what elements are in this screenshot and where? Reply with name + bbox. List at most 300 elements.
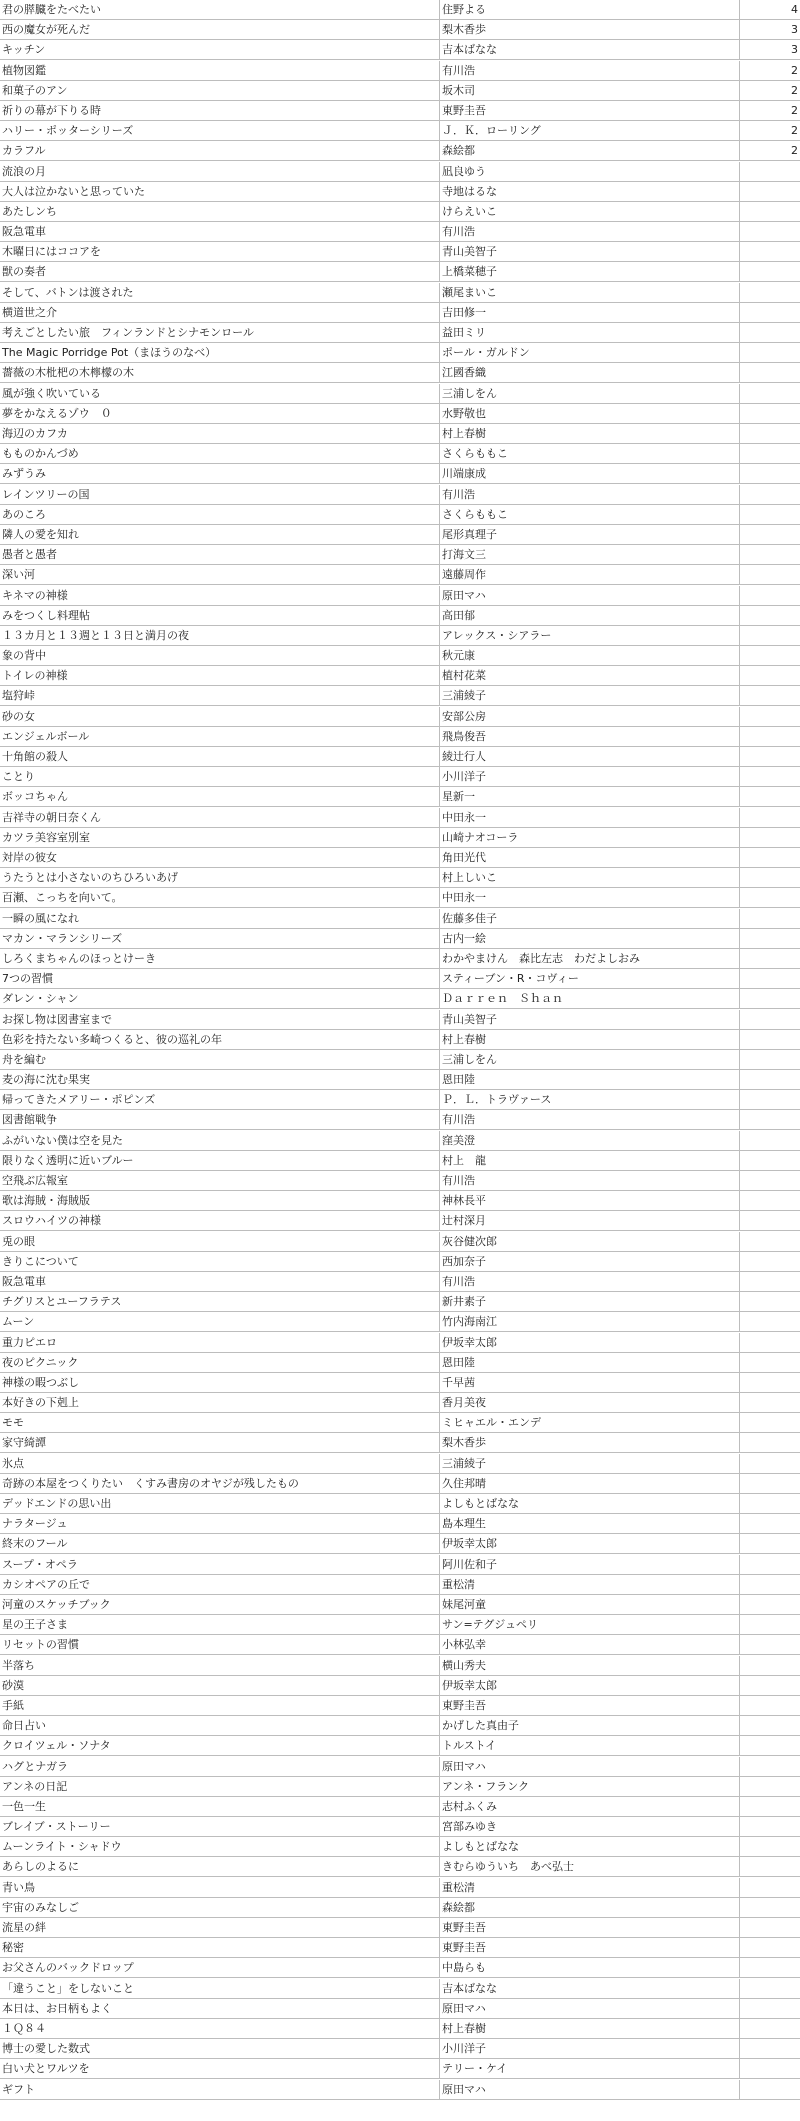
count-cell[interactable] (740, 1918, 800, 1938)
book-title-cell[interactable]: 半落ち (0, 1656, 440, 1676)
count-cell[interactable]: 2 (740, 61, 800, 81)
count-cell[interactable] (740, 2039, 800, 2059)
count-cell[interactable] (740, 1676, 800, 1696)
count-cell[interactable] (740, 969, 800, 989)
count-cell[interactable] (740, 283, 800, 303)
book-title-cell[interactable]: 星の王子さま (0, 1615, 440, 1635)
book-title-cell[interactable]: 氷点 (0, 1454, 440, 1474)
author-cell[interactable]: 千早茜 (440, 1373, 740, 1393)
count-cell[interactable] (740, 262, 800, 282)
book-title-cell[interactable]: 博士の愛した数式 (0, 2039, 440, 2059)
book-title-cell[interactable]: きりこについて (0, 1252, 440, 1272)
count-cell[interactable] (740, 1757, 800, 1777)
book-title-cell[interactable]: 祈りの幕が下りる時 (0, 101, 440, 121)
book-title-cell[interactable]: 白い犬とワルツを (0, 2059, 440, 2079)
author-cell[interactable]: 村上しいこ (440, 868, 740, 888)
book-title-cell[interactable]: 終末のフール (0, 1534, 440, 1554)
book-title-cell[interactable]: スロウハイツの神様 (0, 1211, 440, 1231)
count-cell[interactable] (740, 2019, 800, 2039)
author-cell[interactable]: 阿川佐和子 (440, 1555, 740, 1575)
count-cell[interactable] (740, 1030, 800, 1050)
count-cell[interactable] (740, 1010, 800, 1030)
author-cell[interactable]: 青山美智子 (440, 1010, 740, 1030)
count-cell[interactable] (740, 162, 800, 182)
book-title-cell[interactable]: リセットの習慣 (0, 1635, 440, 1655)
book-title-cell[interactable]: １３カ月と１３週と１３日と満月の夜 (0, 626, 440, 646)
book-title-cell[interactable]: みをつくし料理帖 (0, 606, 440, 626)
count-cell[interactable] (740, 343, 800, 363)
count-cell[interactable]: 2 (740, 101, 800, 121)
author-cell[interactable]: ポール・ガルドン (440, 343, 740, 363)
book-title-cell[interactable]: 砂の女 (0, 707, 440, 727)
author-cell[interactable]: 中田永一 (440, 888, 740, 908)
book-title-cell[interactable]: 深い河 (0, 565, 440, 585)
book-title-cell[interactable]: 神様の暇つぶし (0, 1373, 440, 1393)
count-cell[interactable]: 2 (740, 141, 800, 161)
author-cell[interactable]: 住野よる (440, 0, 740, 20)
author-cell[interactable]: 吉田修一 (440, 303, 740, 323)
author-cell[interactable]: 原田マハ (440, 1999, 740, 2019)
count-cell[interactable] (740, 1494, 800, 1514)
author-cell[interactable]: 古内一絵 (440, 929, 740, 949)
count-cell[interactable] (740, 1878, 800, 1898)
book-title-cell[interactable]: マカン・マランシリーズ (0, 929, 440, 949)
book-title-cell[interactable]: トイレの神様 (0, 666, 440, 686)
author-cell[interactable]: 梨木香歩 (440, 20, 740, 40)
author-cell[interactable]: 綾辻行人 (440, 747, 740, 767)
author-cell[interactable]: 重松清 (440, 1575, 740, 1595)
author-cell[interactable]: 窪美澄 (440, 1131, 740, 1151)
book-title-cell[interactable]: 吉祥寺の朝日奈くん (0, 808, 440, 828)
author-cell[interactable]: テリー・ケイ (440, 2059, 740, 2079)
author-cell[interactable]: 水野敬也 (440, 404, 740, 424)
book-title-cell[interactable]: 阪急電車 (0, 1272, 440, 1292)
count-cell[interactable] (740, 1413, 800, 1433)
author-cell[interactable]: 三浦綾子 (440, 686, 740, 706)
book-title-cell[interactable]: みずうみ (0, 464, 440, 484)
book-title-cell[interactable]: もものかんづめ (0, 444, 440, 464)
author-cell[interactable]: 佐藤多佳子 (440, 909, 740, 929)
count-cell[interactable] (740, 1635, 800, 1655)
author-cell[interactable]: 西加奈子 (440, 1252, 740, 1272)
author-cell[interactable]: 江國香織 (440, 363, 740, 383)
book-title-cell[interactable]: 7つの習慣 (0, 969, 440, 989)
author-cell[interactable]: 有川浩 (440, 485, 740, 505)
author-cell[interactable]: 上橋菜穂子 (440, 262, 740, 282)
book-title-cell[interactable]: うたうとは小さないのちひろいあげ (0, 868, 440, 888)
book-title-cell[interactable]: 「違うこと」をしないこと (0, 1979, 440, 1999)
count-cell[interactable] (740, 323, 800, 343)
book-title-cell[interactable]: あのころ (0, 505, 440, 525)
count-cell[interactable] (740, 1999, 800, 2019)
author-cell[interactable]: 有川浩 (440, 61, 740, 81)
count-cell[interactable] (740, 202, 800, 222)
book-title-cell[interactable]: キッチン (0, 40, 440, 60)
book-title-cell[interactable]: 秘密 (0, 1938, 440, 1958)
author-cell[interactable]: 村上春樹 (440, 424, 740, 444)
count-cell[interactable] (740, 1333, 800, 1353)
author-cell[interactable]: 植村花菜 (440, 666, 740, 686)
count-cell[interactable] (740, 1151, 800, 1171)
author-cell[interactable]: 森絵都 (440, 1898, 740, 1918)
author-cell[interactable]: 神林長平 (440, 1191, 740, 1211)
count-cell[interactable] (740, 1312, 800, 1332)
count-cell[interactable] (740, 929, 800, 949)
author-cell[interactable]: 妹尾河童 (440, 1595, 740, 1615)
book-title-cell[interactable]: 本好きの下剋上 (0, 1393, 440, 1413)
author-cell[interactable]: 遠藤周作 (440, 565, 740, 585)
author-cell[interactable]: 灰谷健次郎 (440, 1232, 740, 1252)
count-cell[interactable]: 2 (740, 81, 800, 101)
book-title-cell[interactable]: 夜のピクニック (0, 1353, 440, 1373)
author-cell[interactable]: 梨木香歩 (440, 1433, 740, 1453)
author-cell[interactable]: 伊坂幸太郎 (440, 1333, 740, 1353)
author-cell[interactable]: 有川浩 (440, 1171, 740, 1191)
author-cell[interactable]: 坂木司 (440, 81, 740, 101)
book-title-cell[interactable]: 歌は海賊・海賊版 (0, 1191, 440, 1211)
author-cell[interactable]: 恩田陸 (440, 1353, 740, 1373)
count-cell[interactable] (740, 464, 800, 484)
author-cell[interactable]: 辻村深月 (440, 1211, 740, 1231)
book-title-cell[interactable]: ナラタージュ (0, 1514, 440, 1534)
count-cell[interactable] (740, 1454, 800, 1474)
author-cell[interactable]: さくらももこ (440, 505, 740, 525)
author-cell[interactable]: 小川洋子 (440, 2039, 740, 2059)
author-cell[interactable]: 重松清 (440, 1878, 740, 1898)
book-title-cell[interactable]: 木曜日にはココアを (0, 242, 440, 262)
count-cell[interactable] (740, 909, 800, 929)
count-cell[interactable] (740, 1797, 800, 1817)
author-cell[interactable]: 原田マハ (440, 1757, 740, 1777)
author-cell[interactable]: 原田マハ (440, 586, 740, 606)
count-cell[interactable] (740, 303, 800, 323)
author-cell[interactable]: 打海文三 (440, 545, 740, 565)
count-cell[interactable] (740, 1837, 800, 1857)
author-cell[interactable]: Ｊ．Ｋ．ローリング (440, 121, 740, 141)
book-title-cell[interactable]: 命日占い (0, 1716, 440, 1736)
author-cell[interactable]: 有川浩 (440, 1272, 740, 1292)
book-title-cell[interactable]: ダレン・シャン (0, 989, 440, 1009)
book-title-cell[interactable]: 図書館戦争 (0, 1110, 440, 1130)
author-cell[interactable]: Ｐ．Ｌ．トラヴァース (440, 1090, 740, 1110)
author-cell[interactable]: 三浦しをん (440, 1050, 740, 1070)
count-cell[interactable] (740, 1595, 800, 1615)
author-cell[interactable]: アンネ・フランク (440, 1777, 740, 1797)
count-cell[interactable] (740, 888, 800, 908)
count-cell[interactable] (740, 565, 800, 585)
author-cell[interactable]: 小川洋子 (440, 767, 740, 787)
book-title-cell[interactable]: アンネの日記 (0, 1777, 440, 1797)
count-cell[interactable] (740, 1857, 800, 1877)
book-title-cell[interactable]: 砂漠 (0, 1676, 440, 1696)
book-title-cell[interactable]: １Ｑ８４ (0, 2019, 440, 2039)
book-title-cell[interactable]: 流星の絆 (0, 1918, 440, 1938)
book-title-cell[interactable]: クロイツェル・ソナタ (0, 1736, 440, 1756)
book-title-cell[interactable]: カシオペアの丘で (0, 1575, 440, 1595)
count-cell[interactable] (740, 848, 800, 868)
count-cell[interactable] (740, 1211, 800, 1231)
count-cell[interactable] (740, 1696, 800, 1716)
author-cell[interactable]: 森絵都 (440, 141, 740, 161)
author-cell[interactable]: サン=テグジュペリ (440, 1615, 740, 1635)
author-cell[interactable]: ミヒャエル・エンデ (440, 1413, 740, 1433)
count-cell[interactable] (740, 384, 800, 404)
count-cell[interactable] (740, 2059, 800, 2079)
book-title-cell[interactable]: ふがいない僕は空を見た (0, 1131, 440, 1151)
count-cell[interactable] (740, 444, 800, 464)
book-title-cell[interactable]: 色彩を持たない多崎つくると、彼の巡礼の年 (0, 1030, 440, 1050)
author-cell[interactable]: 角田光代 (440, 848, 740, 868)
book-title-cell[interactable]: 愚者と愚者 (0, 545, 440, 565)
count-cell[interactable]: 3 (740, 40, 800, 60)
book-title-cell[interactable]: 考えごとしたい旅 フィンランドとシナモンロール (0, 323, 440, 343)
author-cell[interactable]: 吉本ばなな (440, 1979, 740, 1999)
book-title-cell[interactable]: チグリスとユーフラテス (0, 1292, 440, 1312)
author-cell[interactable]: 飛鳥俊吾 (440, 727, 740, 747)
count-cell[interactable] (740, 1131, 800, 1151)
author-cell[interactable]: 川端康成 (440, 464, 740, 484)
count-cell[interactable] (740, 1938, 800, 1958)
author-cell[interactable]: 香月美夜 (440, 1393, 740, 1413)
book-title-cell[interactable]: 本日は、お日柄もよく (0, 1999, 440, 2019)
book-title-cell[interactable]: 夢をかなえるゾウ ０ (0, 404, 440, 424)
book-title-cell[interactable]: 阪急電車 (0, 222, 440, 242)
book-title-cell[interactable]: 海辺のカフカ (0, 424, 440, 444)
count-cell[interactable] (740, 1232, 800, 1252)
author-cell[interactable]: 益田ミリ (440, 323, 740, 343)
count-cell[interactable] (740, 808, 800, 828)
count-cell[interactable] (740, 666, 800, 686)
author-cell[interactable]: かげした真由子 (440, 1716, 740, 1736)
book-title-cell[interactable]: 西の魔女が死んだ (0, 20, 440, 40)
count-cell[interactable] (740, 989, 800, 1009)
book-title-cell[interactable]: あらしのよるに (0, 1857, 440, 1877)
count-cell[interactable] (740, 1615, 800, 1635)
author-cell[interactable]: 寺地はるな (440, 182, 740, 202)
count-cell[interactable] (740, 1090, 800, 1110)
count-cell[interactable] (740, 1575, 800, 1595)
book-title-cell[interactable]: 獣の奏者 (0, 262, 440, 282)
book-title-cell[interactable]: 空飛ぶ広報室 (0, 1171, 440, 1191)
count-cell[interactable] (740, 424, 800, 444)
author-cell[interactable]: Ｄａｒｒｅｎ Ｓｈａｎ (440, 989, 740, 1009)
book-title-cell[interactable]: 塩狩峠 (0, 686, 440, 706)
count-cell[interactable] (740, 222, 800, 242)
count-cell[interactable] (740, 1050, 800, 1070)
count-cell[interactable]: 3 (740, 20, 800, 40)
author-cell[interactable]: 原田マハ (440, 2080, 740, 2100)
count-cell[interactable] (740, 1555, 800, 1575)
book-title-cell[interactable]: 風が強く吹いている (0, 384, 440, 404)
book-title-cell[interactable]: The Magic Porridge Pot（まほうのなべ） (0, 343, 440, 363)
book-title-cell[interactable]: 象の背中 (0, 646, 440, 666)
book-title-cell[interactable]: 奇跡の本屋をつくりたい くすみ書房のオヤジが残したもの (0, 1474, 440, 1494)
count-cell[interactable] (740, 767, 800, 787)
book-title-cell[interactable]: 家守綺譚 (0, 1433, 440, 1453)
book-title-cell[interactable]: 一瞬の風になれ (0, 909, 440, 929)
author-cell[interactable]: 中田永一 (440, 808, 740, 828)
author-cell[interactable]: 尾形真理子 (440, 525, 740, 545)
count-cell[interactable] (740, 606, 800, 626)
count-cell[interactable] (740, 727, 800, 747)
count-cell[interactable] (740, 1777, 800, 1797)
count-cell[interactable] (740, 1656, 800, 1676)
book-title-cell[interactable]: ムーン (0, 1312, 440, 1332)
author-cell[interactable]: 山崎ナオコーラ (440, 828, 740, 848)
book-title-cell[interactable]: カツラ美容室別室 (0, 828, 440, 848)
author-cell[interactable]: 安部公房 (440, 707, 740, 727)
book-title-cell[interactable]: お父さんのバックドロップ (0, 1958, 440, 1978)
author-cell[interactable]: 有川浩 (440, 222, 740, 242)
author-cell[interactable]: アレックス・シアラー (440, 626, 740, 646)
author-cell[interactable]: 凪良ゆう (440, 162, 740, 182)
book-title-cell[interactable]: 十角館の殺人 (0, 747, 440, 767)
book-title-cell[interactable]: モモ (0, 1413, 440, 1433)
book-title-cell[interactable]: 対岸の彼女 (0, 848, 440, 868)
count-cell[interactable] (740, 1979, 800, 1999)
count-cell[interactable] (740, 363, 800, 383)
count-cell[interactable] (740, 1353, 800, 1373)
book-title-cell[interactable]: エンジェルボール (0, 727, 440, 747)
author-cell[interactable]: 東野圭吾 (440, 101, 740, 121)
author-cell[interactable]: スティーブン・R・コヴィー (440, 969, 740, 989)
count-cell[interactable] (740, 1110, 800, 1130)
author-cell[interactable]: 高田郁 (440, 606, 740, 626)
author-cell[interactable]: 東野圭吾 (440, 1938, 740, 1958)
author-cell[interactable]: トルストイ (440, 1736, 740, 1756)
count-cell[interactable] (740, 1272, 800, 1292)
author-cell[interactable]: 三浦綾子 (440, 1454, 740, 1474)
count-cell[interactable] (740, 242, 800, 262)
author-cell[interactable]: 瀬尾まいこ (440, 283, 740, 303)
author-cell[interactable]: 村上春樹 (440, 2019, 740, 2039)
count-cell[interactable] (740, 1817, 800, 1837)
book-title-cell[interactable]: スープ・オペラ (0, 1555, 440, 1575)
book-title-cell[interactable]: 河童のスケッチブック (0, 1595, 440, 1615)
count-cell[interactable] (740, 404, 800, 424)
book-title-cell[interactable]: 大人は泣かないと思っていた (0, 182, 440, 202)
author-cell[interactable]: 青山美智子 (440, 242, 740, 262)
count-cell[interactable] (740, 1898, 800, 1918)
author-cell[interactable]: 伊坂幸太郎 (440, 1534, 740, 1554)
count-cell[interactable] (740, 1252, 800, 1272)
count-cell[interactable] (740, 1736, 800, 1756)
count-cell[interactable] (740, 1393, 800, 1413)
author-cell[interactable]: きむらゆういち あべ弘士 (440, 1857, 740, 1877)
book-title-cell[interactable]: 植物図鑑 (0, 61, 440, 81)
count-cell[interactable] (740, 1534, 800, 1554)
book-title-cell[interactable]: カラフル (0, 141, 440, 161)
book-title-cell[interactable]: 手紙 (0, 1696, 440, 1716)
count-cell[interactable] (740, 545, 800, 565)
book-title-cell[interactable]: ギフト (0, 2080, 440, 2100)
book-title-cell[interactable]: ムーンライト・シャドウ (0, 1837, 440, 1857)
author-cell[interactable]: 恩田陸 (440, 1070, 740, 1090)
author-cell[interactable]: 三浦しをん (440, 384, 740, 404)
book-title-cell[interactable]: レインツリーの国 (0, 485, 440, 505)
author-cell[interactable]: 星新一 (440, 787, 740, 807)
author-cell[interactable]: さくらももこ (440, 444, 740, 464)
count-cell[interactable] (740, 747, 800, 767)
author-cell[interactable]: 新井素子 (440, 1292, 740, 1312)
book-title-cell[interactable]: 隣人の愛を知れ (0, 525, 440, 545)
book-title-cell[interactable]: そして、バトンは渡された (0, 283, 440, 303)
book-title-cell[interactable]: 重力ピエロ (0, 1333, 440, 1353)
count-cell[interactable] (740, 1171, 800, 1191)
author-cell[interactable]: 横山秀夫 (440, 1656, 740, 1676)
count-cell[interactable] (740, 1958, 800, 1978)
count-cell[interactable] (740, 686, 800, 706)
count-cell[interactable]: 4 (740, 0, 800, 20)
author-cell[interactable]: よしもとばなな (440, 1494, 740, 1514)
book-title-cell[interactable]: ことり (0, 767, 440, 787)
count-cell[interactable] (740, 787, 800, 807)
author-cell[interactable]: よしもとばなな (440, 1837, 740, 1857)
author-cell[interactable]: わかやまけん 森比左志 わだよしおみ (440, 949, 740, 969)
count-cell[interactable] (740, 1292, 800, 1312)
count-cell[interactable] (740, 525, 800, 545)
count-cell[interactable] (740, 1373, 800, 1393)
count-cell[interactable]: 2 (740, 121, 800, 141)
count-cell[interactable] (740, 1191, 800, 1211)
author-cell[interactable]: 東野圭吾 (440, 1696, 740, 1716)
book-title-cell[interactable]: 兎の眼 (0, 1232, 440, 1252)
author-cell[interactable]: 秋元康 (440, 646, 740, 666)
count-cell[interactable] (740, 1433, 800, 1453)
count-cell[interactable] (740, 868, 800, 888)
book-title-cell[interactable]: ハグとナガラ (0, 1757, 440, 1777)
book-title-cell[interactable]: 横道世之介 (0, 303, 440, 323)
book-title-cell[interactable]: ハリー・ポッターシリーズ (0, 121, 440, 141)
author-cell[interactable]: 村上春樹 (440, 1030, 740, 1050)
book-title-cell[interactable]: 百瀬、こっちを向いて。 (0, 888, 440, 908)
author-cell[interactable]: 伊坂幸太郎 (440, 1676, 740, 1696)
book-title-cell[interactable]: 薔薇の木枇杷の木檸檬の木 (0, 363, 440, 383)
count-cell[interactable] (740, 1474, 800, 1494)
book-title-cell[interactable]: デッドエンドの思い出 (0, 1494, 440, 1514)
count-cell[interactable] (740, 707, 800, 727)
count-cell[interactable] (740, 949, 800, 969)
book-title-cell[interactable]: 流浪の月 (0, 162, 440, 182)
book-title-cell[interactable]: お探し物は図書室まで (0, 1010, 440, 1030)
book-title-cell[interactable]: 一色一生 (0, 1797, 440, 1817)
book-title-cell[interactable]: 青い鳥 (0, 1878, 440, 1898)
count-cell[interactable] (740, 1514, 800, 1534)
author-cell[interactable]: 吉本ばなな (440, 40, 740, 60)
author-cell[interactable]: 中島らも (440, 1958, 740, 1978)
book-title-cell[interactable]: キネマの神様 (0, 586, 440, 606)
count-cell[interactable] (740, 485, 800, 505)
book-title-cell[interactable]: ボッコちゃん (0, 787, 440, 807)
count-cell[interactable] (740, 505, 800, 525)
book-title-cell[interactable]: しろくまちゃんのほっとけーき (0, 949, 440, 969)
book-title-cell[interactable]: 帰ってきたメアリー・ポピンズ (0, 1090, 440, 1110)
count-cell[interactable] (740, 646, 800, 666)
count-cell[interactable] (740, 182, 800, 202)
count-cell[interactable] (740, 586, 800, 606)
book-title-cell[interactable]: 麦の海に沈む果実 (0, 1070, 440, 1090)
book-title-cell[interactable]: 君の膵臓をたべたい (0, 0, 440, 20)
author-cell[interactable]: 村上 龍 (440, 1151, 740, 1171)
author-cell[interactable]: 島本理生 (440, 1514, 740, 1534)
author-cell[interactable]: 宮部みゆき (440, 1817, 740, 1837)
author-cell[interactable]: 竹内海南江 (440, 1312, 740, 1332)
book-title-cell[interactable]: 和菓子のアン (0, 81, 440, 101)
author-cell[interactable]: 小林弘幸 (440, 1635, 740, 1655)
author-cell[interactable]: けらえいこ (440, 202, 740, 222)
book-title-cell[interactable]: ブレイブ・ストーリー (0, 1817, 440, 1837)
book-title-cell[interactable]: 舟を編む (0, 1050, 440, 1070)
